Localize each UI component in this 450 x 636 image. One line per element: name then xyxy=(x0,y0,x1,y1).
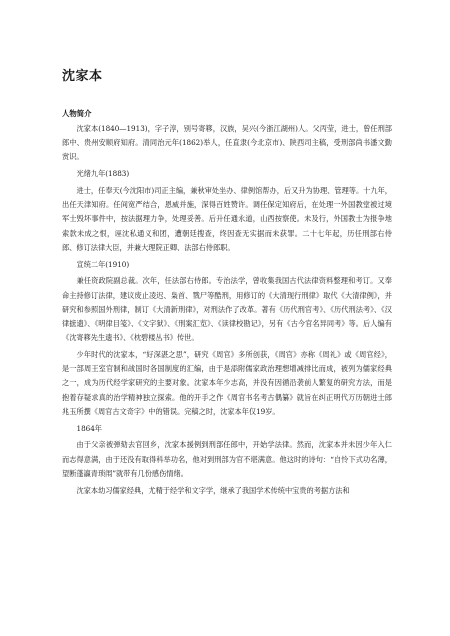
year-heading: 宣统二年(1910) xyxy=(76,259,130,269)
paragraph: 由于父亲被弹劾去官回乡，沈家本援例到刑部任郎中，开始学法律。然而，沈家本并未因少年入仁而志得意满，由于还没有取得科举功名，他对到刑部为官不堪满意。他这时的诗句：“自怜下式功名薄，望断蓬瀛青琐闱”就带有几份感伤情绪。 xyxy=(62,440,392,478)
paragraph: 进士，任奉天(今沈阳市)司正主编，兼秋审处坐办、律例馆帮办，后又升为协理、管理等。十九年，出任天津知府。任间宽严结合，恩威并施，深得百姓赞许。调任保定知府后，在处理一外国教堂被过境军士毁坏事件中，按法据理力争，处理妥善。后升任通永道，山西按察使。未及行，外国教士为报争地索款未成之恨，诬沈私通义和团，遭朝廷搜查，终因查无实据而未获罪。二十七年起，历任刑部右侍郎、修订法律大臣，并兼大理院正卿、法部右侍郎职。 xyxy=(62,186,392,252)
paragraph: 沈家本(1840—1913)，字子淳，别号寄簃，汉族，吴兴(今浙江湖州)人。父丙莹，进士，曾任刑部郎中、贵州安顺府知府。清同治元年(1862)举人，任直隶(今北京市)、陕西司主稿，受刑部尚书潘文勤赏识。 xyxy=(62,124,392,162)
paragraph: 少年时代的沈家本，“好深湛之思”，研究《周官》多所创获，《周官》亦称《周礼》或《周官经》，是一部周王室官制和战国时各国制度的汇编，由于是添附儒家政治理想增减排比而成，被列为儒家经典之一，成为历代经学家研究的主要对象。沈家本年少志高，并没有因循沿袭前人繁复的研究方法，而是抱着存疑求真的治学精神独立探索。他的开手之作《周官书名考古偶纂》就旨在纠正明代万历朝进士郎兆玉所撰《周官古文奇字》中的错误。完稿之时，沈家本年仅19岁。 xyxy=(62,350,392,416)
year-heading: 1864年 xyxy=(76,423,102,433)
section-heading: 人物简介 xyxy=(62,109,92,118)
block-list xyxy=(62,122,392,498)
year-heading: 光绪九年(1883) xyxy=(76,169,130,179)
article-body xyxy=(62,108,392,500)
paragraph: 沈家本幼习儒家经典，尤精于经学和文字学，继承了我国学术传统中宝贵的考据方法和 xyxy=(76,485,350,495)
paragraph: 兼任资政院副总裁。次年，任法部右侍郎。专治法学，曾收集我国古代法律资料整理和考订。又奉命主持修订法律，建议废止凌迟、枭首、戮尸等酷刑，用修订的《大清现行刑律》取代《大清律例》，并研究和参照国外刑律，制订《大清新刑律》，对刑法作了改革。著有《历代刑官考》、《历代刑法考》、《汉律摭遗》、《明律目笺》、《文字狱》、《刑案汇览》、《读律校勘记》，另有《古今官名异同考》等。后人编有《沈寄簃先生遗书》、《枕碧楼丛书》传世。 xyxy=(62,276,392,343)
page-title: 沈家本 xyxy=(62,69,103,84)
